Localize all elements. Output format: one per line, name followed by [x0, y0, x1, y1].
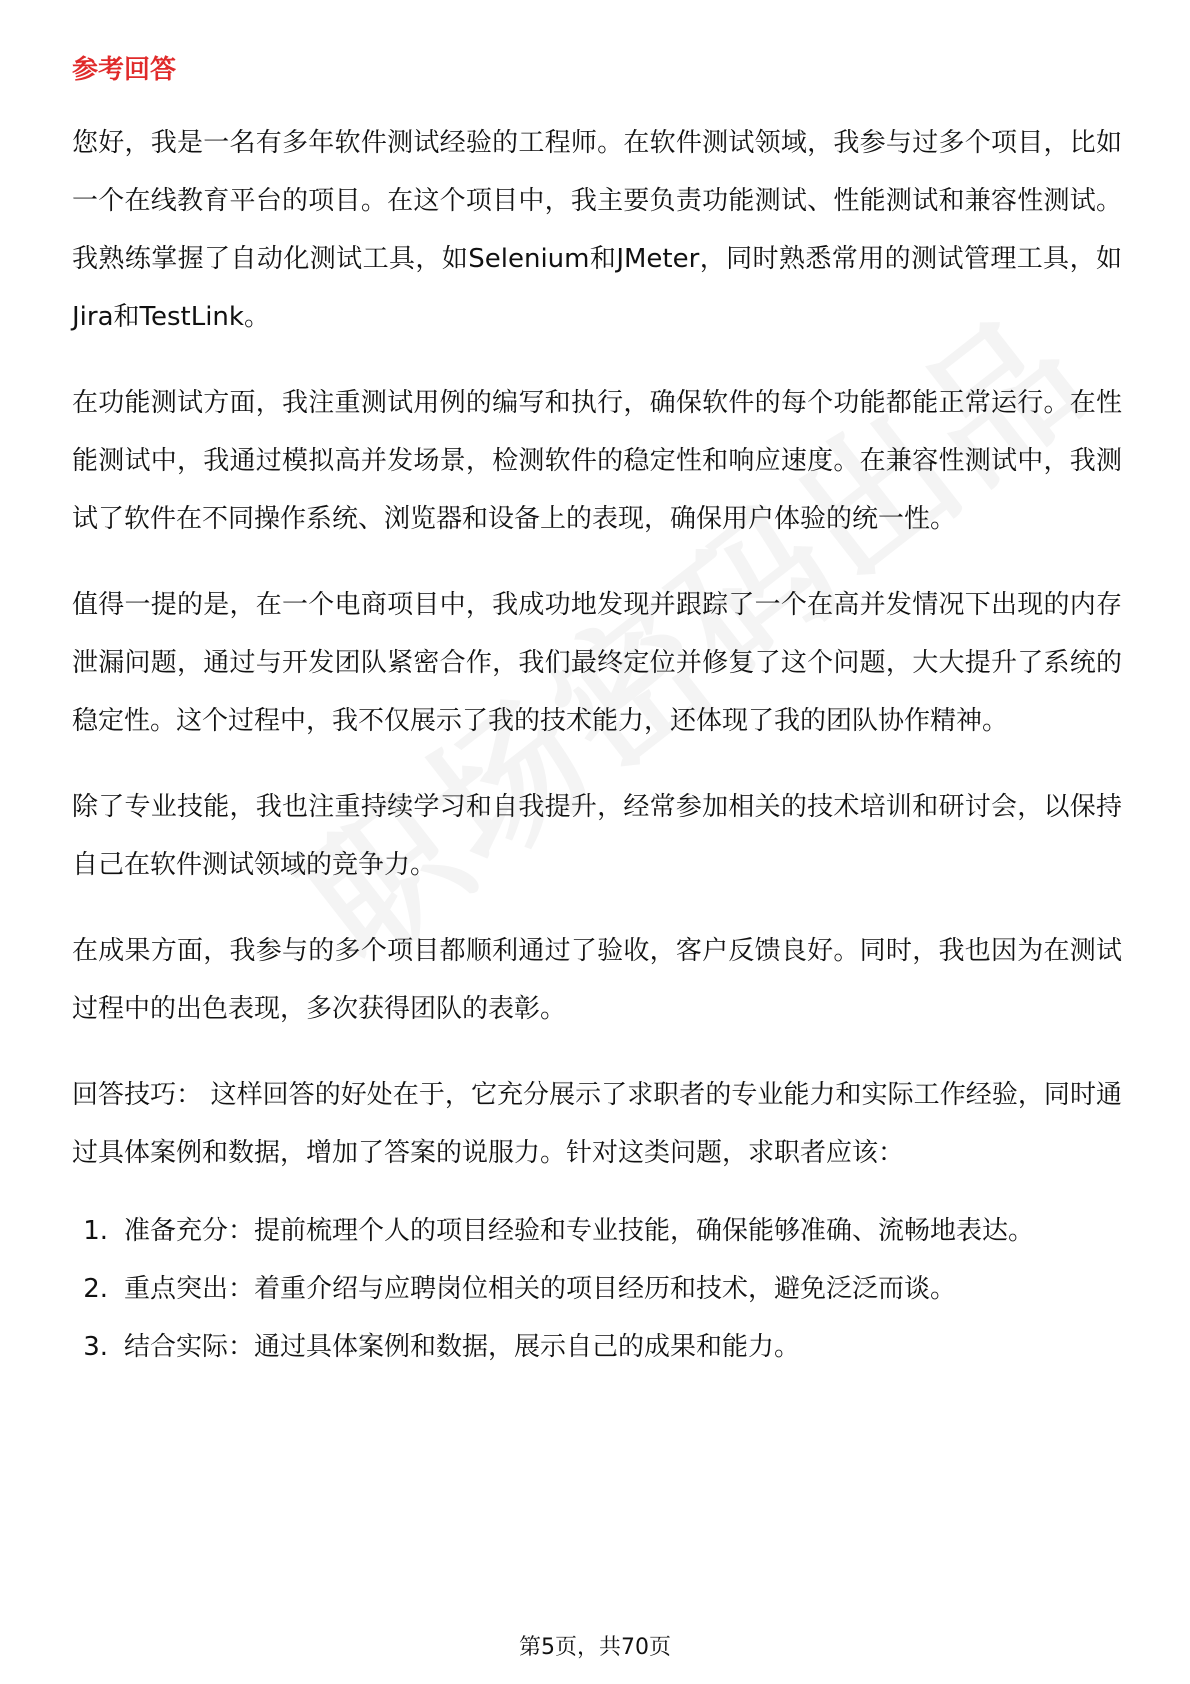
list-item-number: 1.	[83, 1216, 108, 1246]
list-item-text: 结合实际：通过具体案例和数据，展示自己的成果和能力。	[124, 1332, 801, 1362]
list-item	[72, 1202, 1122, 1260]
paragraph-testing-aspects: 在功能测试方面，我注重测试用例的编写和执行，确保软件的每个功能都能正常运行。在性能测试中，我通过模拟高并发场景，检测软件的稳定性和响应速度。在兼容性测试中，我测试了软件在不同操作系统、浏览器和设备上的表现，确保用户体验的统一性。	[72, 388, 1122, 534]
paragraph-memory-leak: 值得一提的是，在一个电商项目中，我成功地发现并跟踪了一个在高并发情况下出现的内存泄漏问题，通过与开发团队紧密合作，我们最终定位并修复了这个问题，大大提升了系统的稳定性。这个过程中，我不仅展示了我的技术能力，还体现了我的团队协作精神。	[72, 590, 1122, 736]
list-item-text: 重点突出：着重介绍与应聘岗位相关的项目经历和技术，避免泛泛而谈。	[124, 1274, 957, 1304]
list-item	[72, 1260, 1122, 1318]
list-item-number: 3.	[83, 1332, 108, 1362]
paragraph-intro: 您好，我是一名有多年软件测试经验的工程师。在软件测试领域，我参与过多个项目，比如一个在线教育平台的项目。在这个项目中，我主要负责功能测试、性能测试和兼容性测试。我熟练掌握了自动化测试工具，如Selenium和JMeter，同时熟悉常用的测试管理工具，如Jira和TestLink。	[72, 128, 1122, 332]
section-title: 参考回答	[72, 55, 177, 85]
tips-list	[72, 1202, 1122, 1376]
tips-intro: 回答技巧： 这样回答的好处在于，它充分展示了求职者的专业能力和实际工作经验，同时通过具体案例和数据，增加了答案的说服力。针对这类问题，求职者应该：	[72, 1080, 1122, 1168]
paragraph-results: 在成果方面，我参与的多个项目都顺利通过了验收，客户反馈良好。同时，我也因为在测试过程中的出色表现，多次获得团队的表彰。	[72, 936, 1122, 1024]
paragraph-learning: 除了专业技能，我也注重持续学习和自我提升，经常参加相关的技术培训和研讨会，以保持自己在软件测试领域的竞争力。	[72, 792, 1122, 880]
content	[72, 50, 1122, 1376]
list-item-number: 2.	[83, 1274, 108, 1304]
list-item-text: 准备充分：提前梳理个人的项目经验和专业技能，确保能够准确、流畅地表达。	[124, 1216, 1035, 1246]
list-item	[72, 1318, 1122, 1376]
page-number-footer: 第5页，共70页	[519, 1635, 671, 1660]
